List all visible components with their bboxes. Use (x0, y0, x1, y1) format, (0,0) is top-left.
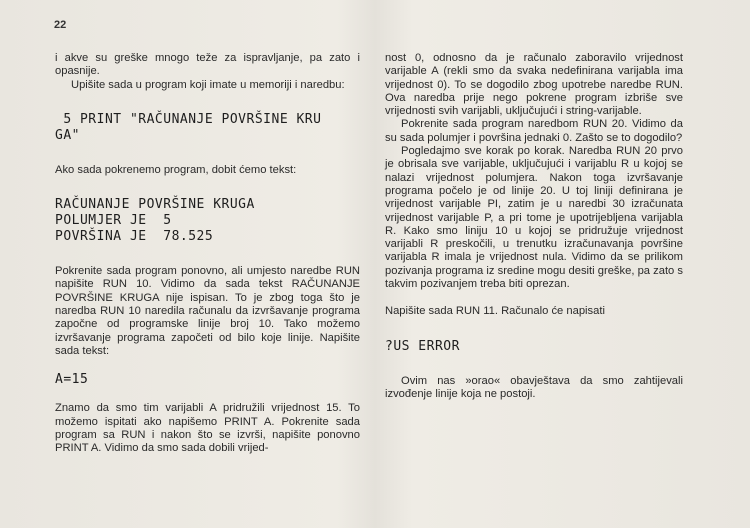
right-paragraph-3: Pogledajmo sve korak po korak. Naredba RUN 20 prvo je obrisala sve varijable, uključujući i varijablu R u kojoj se nalazi vrijednost polumjera. Nakon toga izvršavanje programa počelo je od linije 20. U toj liniji definirana je vrijednost varijable PI, zatim je u naredbi 30 izračunata vrijednost varijable P, a pri tome je upotrijebljena varijabla R. Kako smo liniju 10 u kojoj se pridružuje vrijednost varijabli R preskočili, u trenutku izračunavanja površine varijabla R imala je vrijednost nula. Vidimo da se prilikom pozivanja programa iz sredine mogu desiti greške, pa zato s takvim pozivanjem treba biti oprezan. (385, 145, 683, 291)
right-paragraph-4: Napišite sada RUN 11. Računalo će napisati (385, 305, 605, 318)
program-output: RAČUNANJE POVRŠINE KRUGA POLUMJER JE 5 POVRŠINA JE 78.525 (55, 197, 255, 245)
page-number: 22 (54, 19, 67, 31)
left-paragraph-2: Upišite sada u program koji imate u memoriji i naredbu: (71, 78, 345, 91)
code-listing-print: 5 PRINT "RAČUNANJE POVRŠINE KRU GA" (55, 111, 322, 143)
code-assignment: A=15 (55, 372, 89, 388)
left-paragraph-5: Znamo da smo tim varijabli A pridružili vrijednost 15. To možemo ispitati ako napišemo PRINT A. Pokrenite sada program sa RUN i nakon što se izvrši, napišite ponovno PRINT A. Vidimo da smo sada dobili vrijed- (55, 402, 360, 455)
right-paragraph-1: nost 0, odnosno da je računalo zaboravilo vrijednost varijable A (rekli smo da svaka nedefinirana varijabla ima vrijednost 0). To se dogodilo zbog upotrebe naredbe RUN. Ova naredba prije nego pokrene program izbriše sve vrijednosti svih varijabli, uključujući i string-varijable. (385, 52, 683, 118)
left-paragraph-1: i akve su greške mnogo teže za ispravljanje, pa zato i opasnije. (55, 52, 360, 78)
left-column (55, 52, 360, 455)
right-column (385, 52, 683, 401)
left-paragraph-4: Pokrenite sada program ponovno, ali umjesto naredbe RUN napišite RUN 10. Vidimo da sada tekst RAČUNANJE POVRŠINE KRUGA nije ispisan. To je zbog toga što je naredba RUN 10 naredila računalu da izvršavanje programa započne od programske linije broj 10. Tako možemo izvršavanje programa započeti od bilo koje linije. Napišite sada tekst: (55, 265, 360, 357)
right-paragraph-2: Pokrenite sada program naredbom RUN 20. Vidimo da su sada polumjer i površina jednaki 0. Zašto se to dogodilo? (385, 118, 683, 144)
error-message: ?US ERROR (385, 338, 460, 354)
right-paragraph-5: Ovim nas »orao« obavještava da smo zahtijevali izvođenje linije koja ne postoji. (385, 374, 683, 400)
left-paragraph-3: Ako sada pokrenemo program, dobit ćemo tekst: (55, 163, 297, 176)
